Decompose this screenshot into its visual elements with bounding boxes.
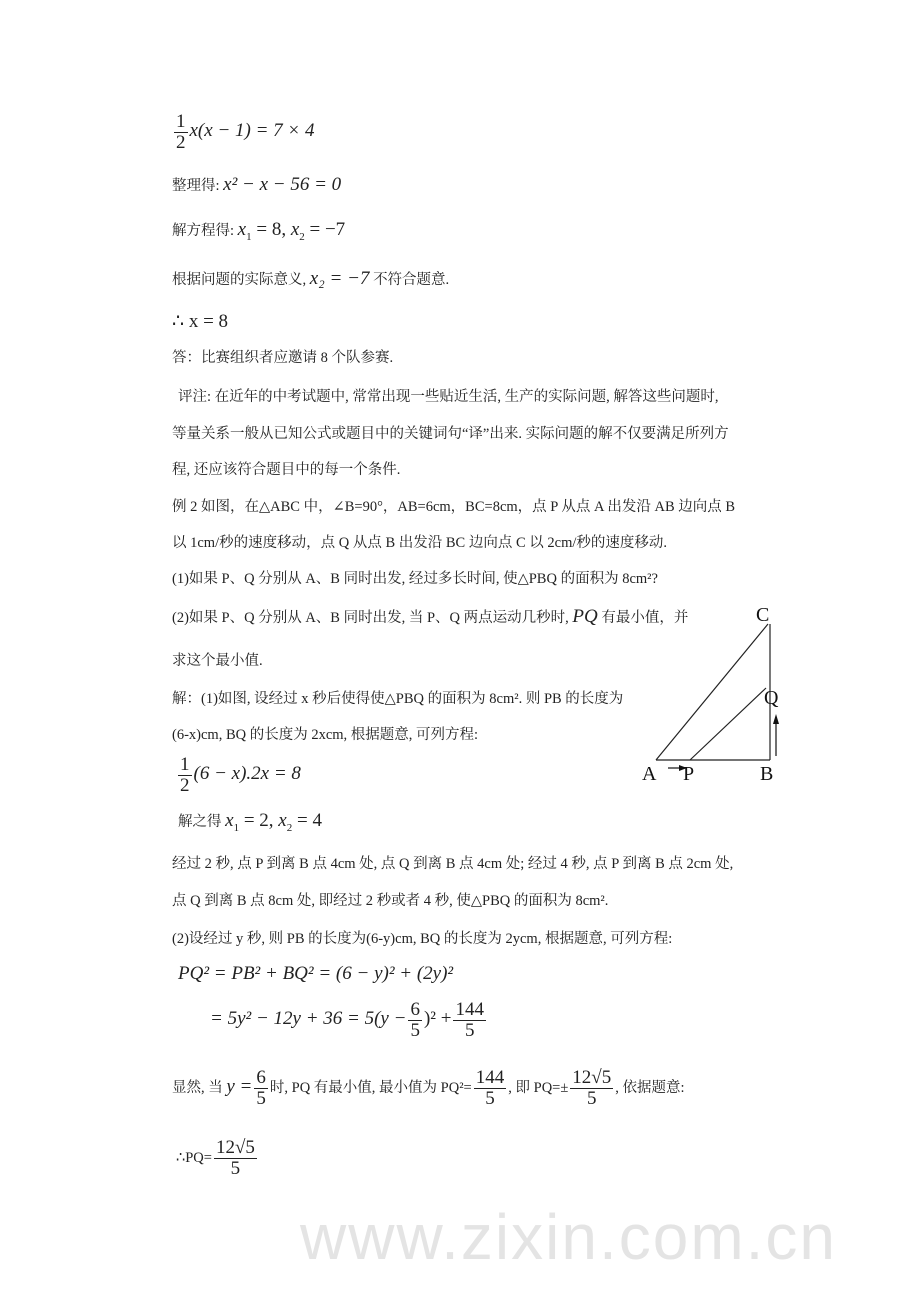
text: 显然, 当 xyxy=(172,1079,223,1096)
math: x₂ = −7 xyxy=(309,268,370,289)
example-line-1: 例 2 如图，在△ABC 中，∠B=90°，AB=6cm，BC=8cm，点 P 从点 A 出发沿 AB 边向点 B xyxy=(172,499,736,515)
frac-num: 12√5 xyxy=(215,1137,255,1158)
example-line-2: 以 1cm/秒的速度移动，点 Q 从点 B 出发沿 BC 边向点 C 以 2cm/秒的速度移动. xyxy=(172,535,668,551)
x1-value: 8 xyxy=(271,219,282,240)
line-answer: 答：比赛组织者应邀请 8 个队参赛. xyxy=(172,350,394,366)
text: 时, PQ 有最小值, 最小值为 PQ²= xyxy=(269,1079,472,1096)
example-line-3: (1)如果 P、Q 分别从 A、B 同时出发, 经过多长时间, 使△PBQ 的面积为 8cm²? xyxy=(172,571,658,587)
equation-3: PQ² = PB² + BQ² = (6 − y)² + (2y)² xyxy=(178,963,454,984)
solution-line-3: 经过 2 秒, 点 P 到离 B 点 4cm 处, 点 Q 到离 B 点 4cm 处; 经过 4 秒, 点 P 到离 B 点 2cm 处, xyxy=(172,856,734,872)
frac-num: 1 xyxy=(176,111,186,132)
comment-line-3: 程, 还应该符合题目中的每一个条件. xyxy=(172,462,401,478)
frac-den: 5 xyxy=(485,1088,495,1109)
text: ∴PQ= xyxy=(176,1149,212,1166)
math: PQ xyxy=(572,606,598,627)
label: 解之得 xyxy=(178,814,222,830)
math: y = xyxy=(226,1075,253,1097)
text: , 依据题意: xyxy=(615,1079,685,1096)
equation-text: x(x − 1) = 7 × 4 xyxy=(189,119,315,141)
label: 解方程得: xyxy=(172,223,235,239)
frac-num: 144 xyxy=(455,999,484,1020)
x1-value: 2 xyxy=(259,810,269,831)
frac-num: 1 xyxy=(180,754,190,775)
label-c: C xyxy=(756,604,770,626)
watermark: www.zixin.com.cn xyxy=(300,1201,837,1273)
solution-line-2: (6-x)cm, BQ 的长度为 2xcm, 根据题意, 可列方程: xyxy=(172,727,479,743)
solution-line-1: 解：(1)如图, 设经过 x 秒后使得使△PBQ 的面积为 8cm². 则 PB 的长度为 xyxy=(172,691,624,707)
text: )² + xyxy=(423,1007,452,1029)
frac-num: 6 xyxy=(256,1067,266,1088)
line-solve-2: 解之得 $x_1 = 2$, $x_2 = 4$ xyxy=(178,810,322,834)
label-b: B xyxy=(760,763,774,785)
solution-line-4: 点 Q 到离 B 点 8cm 处, 即经过 2 秒或者 4 秒, 使△PBQ 的面积为 8cm². xyxy=(172,893,609,909)
text: 有最小值，并 xyxy=(601,610,689,626)
label: 整理得: xyxy=(172,178,220,194)
frac-num: 6 xyxy=(410,999,420,1020)
frac-den: 2 xyxy=(180,775,190,796)
text: , 即 PQ=± xyxy=(508,1079,569,1096)
frac-num: 144 xyxy=(475,1067,505,1088)
frac-num: 12√5 xyxy=(572,1067,612,1088)
line-solve: 解方程得: $x_1 = 8$, $x_2 = -7$ xyxy=(172,219,346,243)
frac-den: 5 xyxy=(410,1020,420,1041)
arrow-up-head xyxy=(773,714,779,724)
label-p: P xyxy=(683,763,695,785)
text: = 5y² − 12y + 36 = 5(y − xyxy=(210,1007,407,1029)
segment-pq xyxy=(690,688,766,760)
frac-den: 2 xyxy=(176,132,186,153)
frac-den: 5 xyxy=(230,1158,241,1179)
comment-line-2: 等量关系一般从已知公式或题目中的关键词句“译”出来. 实际问题的解不仅要满足所列方 xyxy=(172,426,729,442)
frac-den: 5 xyxy=(256,1088,266,1109)
label-a: A xyxy=(642,763,657,785)
text: (2)如果 P、Q 分别从 A、B 同时出发, 当 P、Q 两点运动几秒时, xyxy=(172,610,569,626)
text: 不符合题意. xyxy=(373,272,450,288)
frac-den: 5 xyxy=(464,1020,475,1041)
x2-value: 4 xyxy=(312,810,322,831)
comment-line-1: 评注: 在近年的中考试题中, 常常出现一些贴近生活, 生产的实际问题, 解答这些问题时, xyxy=(178,389,719,405)
label-q: Q xyxy=(764,687,779,709)
line-therefore: ∴ x = 8 xyxy=(172,311,229,332)
question-2-cont: 求这个最小值. xyxy=(172,653,263,669)
frac-den: 5 xyxy=(587,1088,597,1109)
math: x² − x − 56 = 0 xyxy=(223,174,342,195)
text: 根据问题的实际意义, xyxy=(172,272,307,288)
solution-2-line: (2)设经过 y 秒, 则 PB 的长度为(6-y)cm, BQ 的长度为 2ycm, 根据题意, 可列方程: xyxy=(172,931,673,947)
x2-value: −7 xyxy=(324,219,346,240)
equation-text: (6 − x).2x = 8 xyxy=(193,762,301,784)
